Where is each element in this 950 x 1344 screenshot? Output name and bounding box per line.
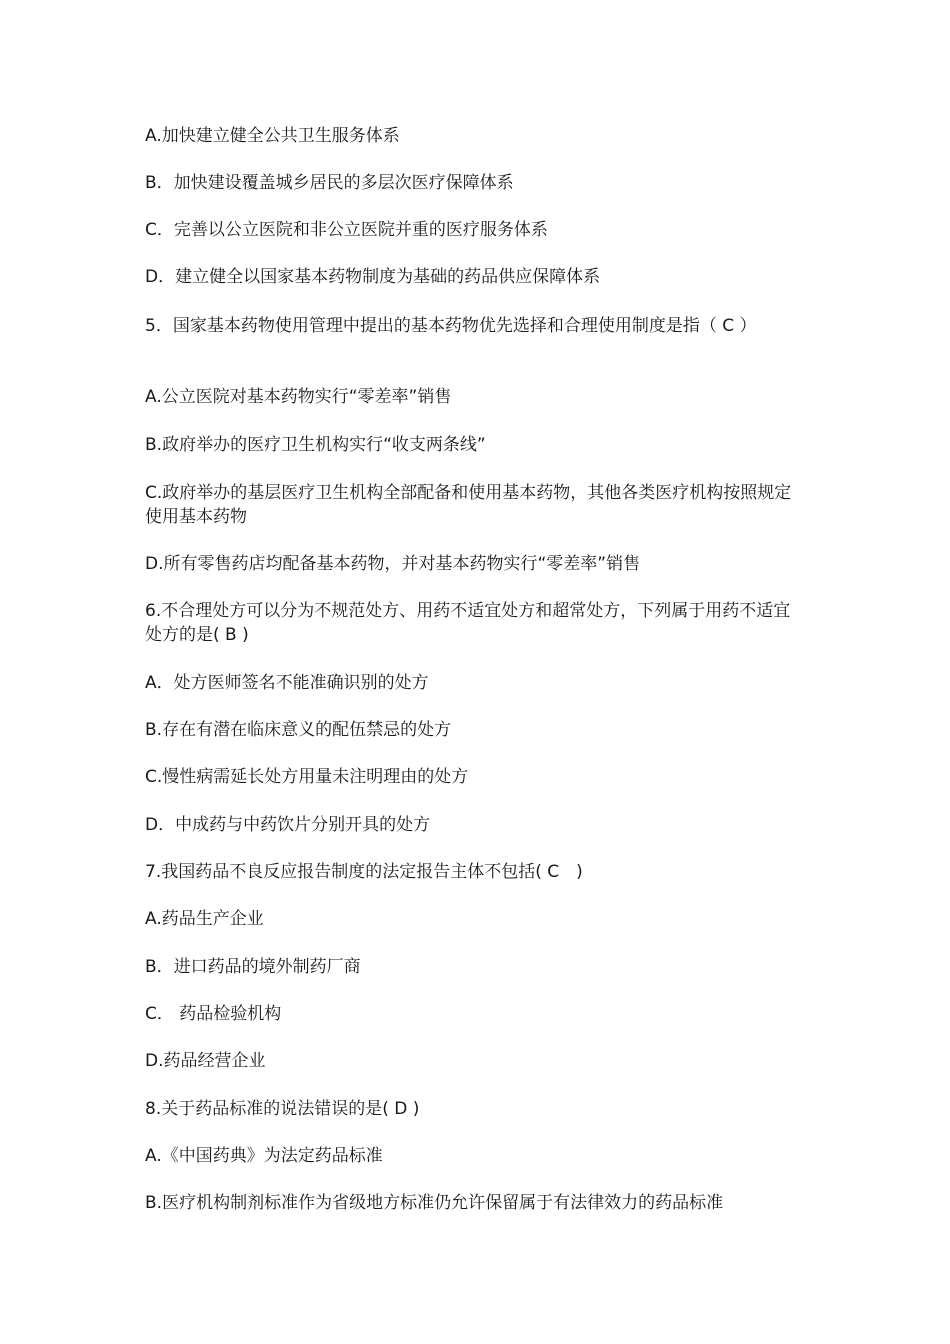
- question-8: 8.关于药品标准的说法错误的是( D ): [145, 1099, 420, 1119]
- option-line: D．建立健全以国家基本药物制度为基础的药品供应保障体系: [145, 267, 601, 287]
- option-line: C． 药品检验机构: [145, 1004, 282, 1024]
- option-line: D.药品经营企业: [145, 1051, 266, 1071]
- question-6: 6.不合理处方可以分为不规范处方、用药不适宜处方和超常处方，下列属于用药不适宜处方的是( B ): [145, 601, 791, 645]
- option-line: D.所有零售药店均配备基本药物，并对基本药物实行“零差率”销售: [145, 554, 641, 574]
- option-line: B．加快建设覆盖城乡居民的多层次医疗保障体系: [145, 173, 514, 193]
- option-line: A.药品生产企业: [145, 909, 264, 929]
- option-line: A.公立医院对基本药物实行“零差率”销售: [145, 387, 452, 407]
- option-line: C.政府举办的基层医疗卫生机构全部配备和使用基本药物，其他各类医疗机构按照规定使用基本药物: [145, 483, 792, 527]
- question-5: 5．国家基本药物使用管理中提出的基本药物优先选择和合理使用制度是指（ C ）: [145, 316, 757, 336]
- option-line: B.医疗机构制剂标准作为省级地方标准仍允许保留属于有法律效力的药品标准: [145, 1193, 724, 1213]
- option-line: A.《中国药典》为法定药品标准: [145, 1146, 383, 1166]
- option-line: B．进口药品的境外制药厂商: [145, 957, 361, 977]
- option-line: C．完善以公立医院和非公立医院并重的医疗服务体系: [145, 220, 548, 240]
- option-line: D．中成药与中药饮片分别开具的处方: [145, 815, 431, 835]
- option-line: C.慢性病需延长处方用量未注明理由的处方: [145, 767, 469, 787]
- option-line: A．处方医师签名不能准确识别的处方: [145, 673, 429, 693]
- option-line: B.政府举办的医疗卫生机构实行“收支两条线”: [145, 435, 486, 455]
- option-line: A.加快建立健全公共卫生服务体系: [145, 126, 400, 146]
- option-line: B.存在有潜在临床意义的配伍禁忌的处方: [145, 720, 452, 740]
- question-7: 7.我国药品不良反应报告制度的法定报告主体不包括( C ): [145, 862, 583, 882]
